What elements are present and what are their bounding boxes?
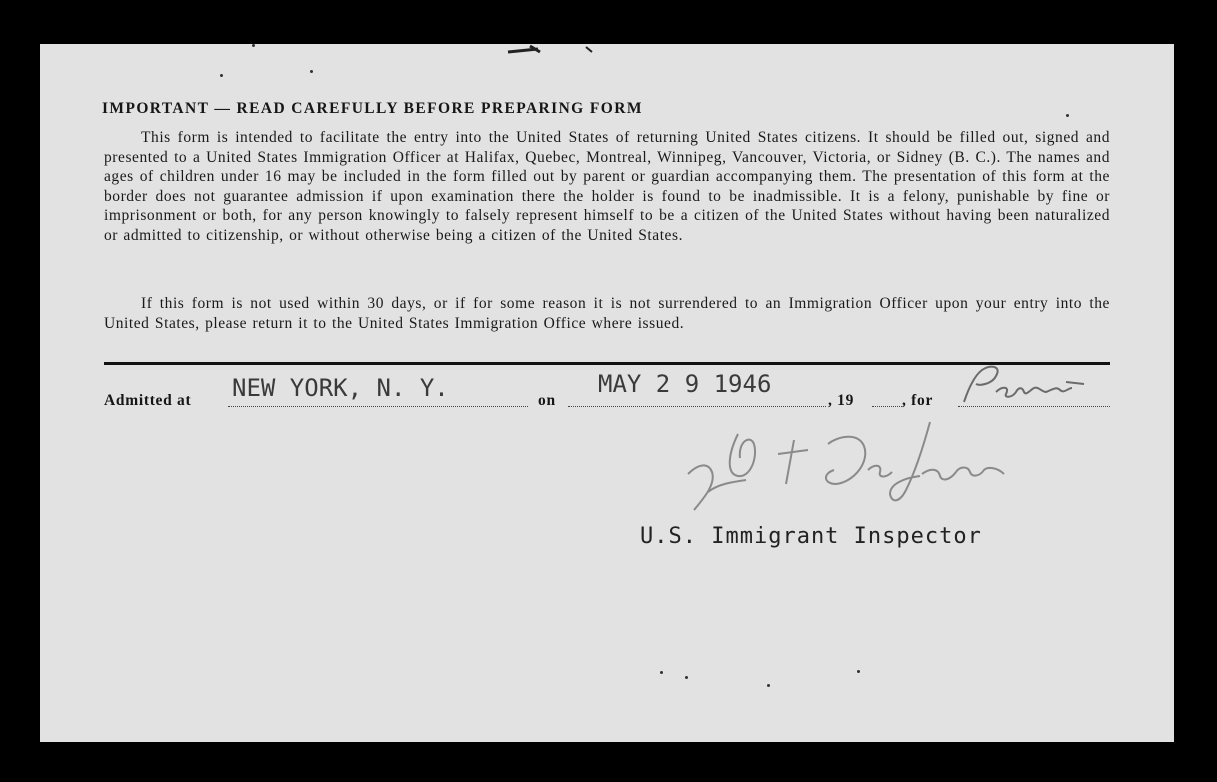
speck <box>660 671 663 674</box>
inspector-title: U.S. Immigrant Inspector <box>640 524 982 549</box>
top-edge-marks <box>500 44 620 58</box>
immigration-form-card <box>40 44 1174 742</box>
for-handwritten-value <box>956 362 1096 408</box>
admitted-at-value: NEW YORK, N. Y. <box>232 374 449 402</box>
for-label: , for <box>902 392 934 409</box>
instructions-paragraph: This form is intended to facilitate the entry into the United States of returning United States citizens. It should be filled out, signed and presented to a United States Immigration Officer at Halifax, Quebec, Montreal, Winnipeg, Vancouver, Victoria, or Sidney (B. C.). The names and ages of children under 16 may be included in the form filled out by parent or guardian accompanying them. The presentation of this form at the border does not guarantee admission if upon examination there the holder is found to be inadmissible. It is a felony, punishable by fine or imprisonment or both, for any person knowingly to falsely represent himself to be a citizen of the United States without having been naturalized or admitted to citizenship, or without otherwise being a citizen of the United States. <box>104 129 1110 244</box>
speck <box>685 676 688 679</box>
speck <box>767 684 770 687</box>
year-label: , 19 <box>828 392 855 409</box>
speck <box>857 670 860 673</box>
year-line <box>872 406 902 407</box>
speck <box>310 70 313 73</box>
speck <box>220 74 223 77</box>
admitted-at-label: Admitted at <box>104 392 192 409</box>
form-heading: IMPORTANT — READ CAREFULLY BEFORE PREPARING FORM <box>102 100 643 117</box>
speck <box>252 44 255 47</box>
admitted-at-line <box>228 406 528 407</box>
date-line <box>568 406 826 407</box>
on-label: on <box>538 392 556 409</box>
admission-date-value: MAY 2 9 1946 <box>598 370 772 398</box>
inspector-signature <box>668 414 1028 524</box>
return-instructions-paragraph: If this form is not used within 30 days, or if for some reason it is not surrendered to an Immigration Officer upon your entry into the United States, please return it to the United States Immigration Office where issued. <box>104 295 1110 332</box>
